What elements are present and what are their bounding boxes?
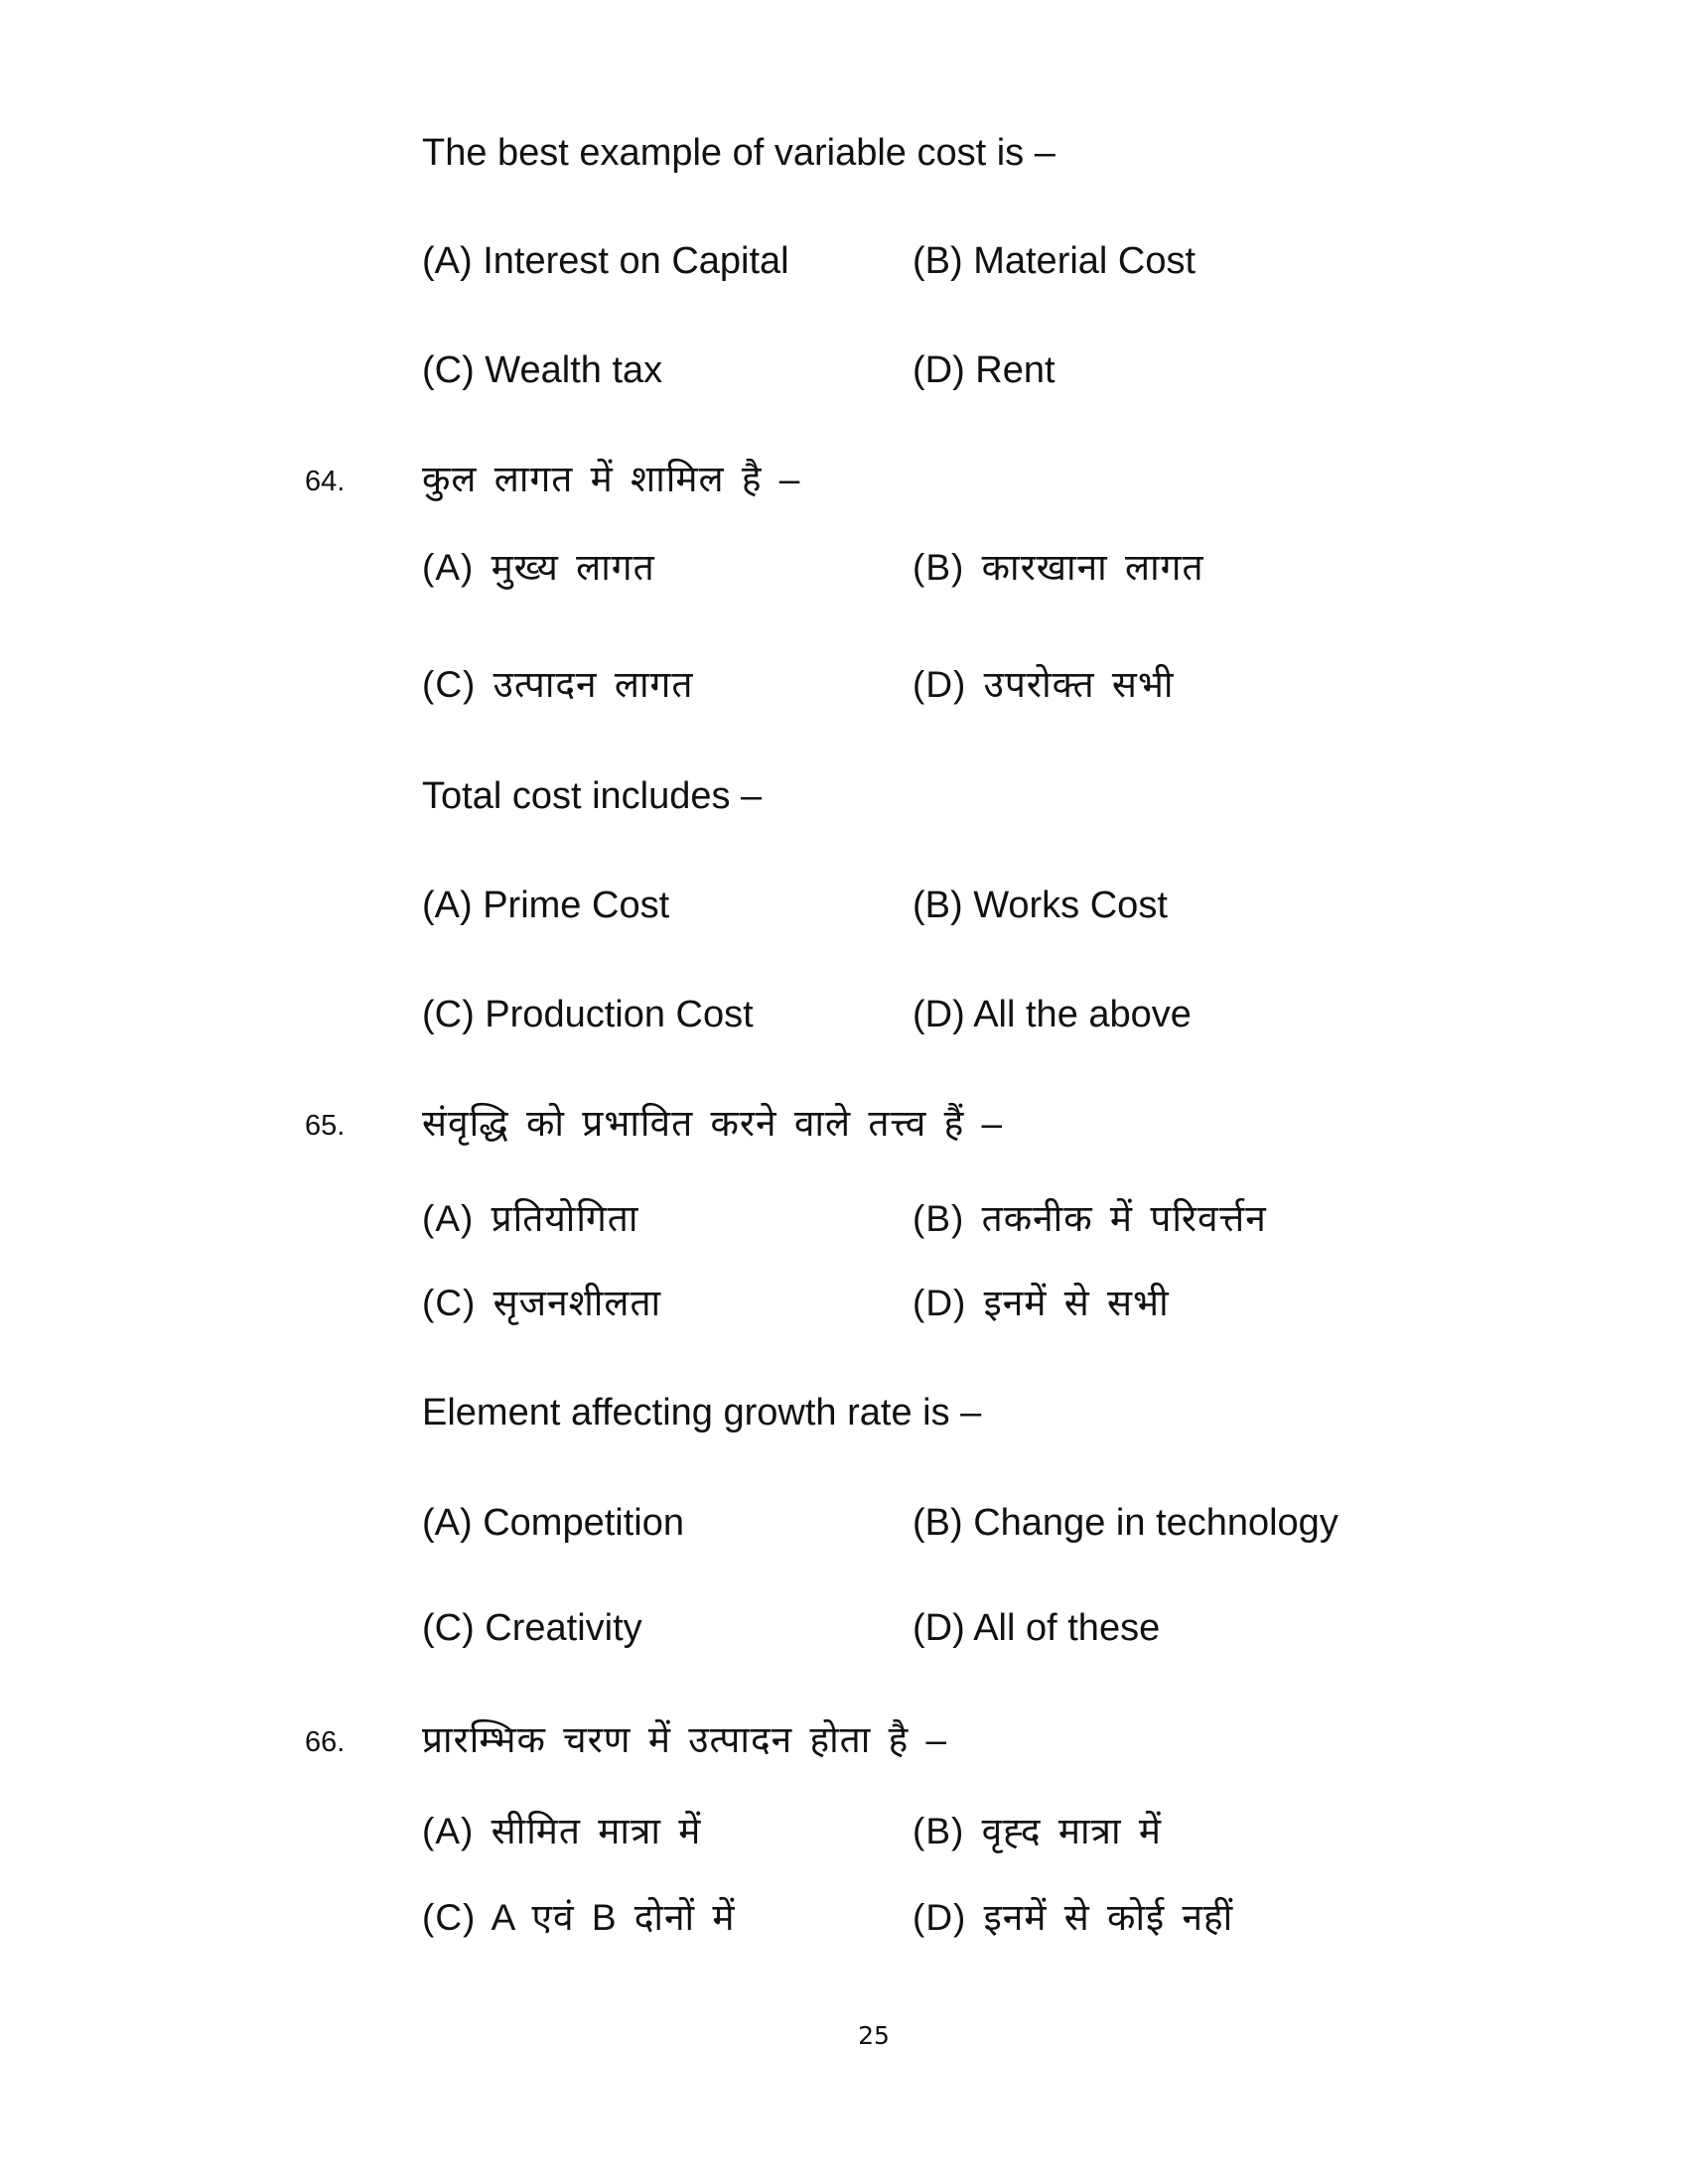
option-a-hindi: (A) सीमित मात्रा में [422,1811,702,1851]
question-number: 66. [305,1726,346,1758]
option-b-hindi: (B) तकनीक में परिवर्त्तन [913,1198,1267,1239]
page-number: 25 [858,2021,890,2050]
option-c: (C) Production Cost [422,994,754,1035]
question-stem-hindi: प्रारम्भिक चरण में उत्पादन होता है – [422,1719,948,1760]
question-stem-hindi: कुल लागत में शामिल है – [422,459,801,499]
option-a: (A) Prime Cost [422,885,670,926]
option-d-hindi: (D) इनमें से कोई नहीं [913,1897,1234,1938]
option-a: (A) Competition [422,1502,684,1544]
option-b: (B) Works Cost [913,885,1168,926]
option-d: (D) Rent [913,349,1055,391]
option-c: (C) Creativity [422,1607,642,1649]
option-d-hindi: (D) उपरोक्त सभी [913,664,1175,705]
option-d: (D) All the above [913,994,1192,1035]
option-d: (D) All of these [913,1607,1161,1649]
option-b: (B) Change in technology [913,1502,1338,1544]
option-c-hindi: (C) A एवं B दोनों में [422,1897,736,1938]
option-c-hindi: (C) सृजनशीलता [422,1283,662,1323]
option-c-hindi: (C) उत्पादन लागत [422,664,694,705]
option-a-hindi: (A) प्रतियोगिता [422,1198,639,1239]
option-a: (A) Interest on Capital [422,240,789,282]
question-stem-english: Element affecting growth rate is – [422,1392,982,1433]
question-stem-hindi: संवृद्धि को प्रभावित करने वाले तत्त्व हैं – [422,1103,1004,1144]
option-b: (B) Material Cost [913,240,1196,282]
option-c: (C) Wealth tax [422,349,663,391]
option-b-hindi: (B) कारखाना लागत [913,547,1204,588]
question-number: 65. [305,1110,346,1142]
option-b-hindi: (B) वृह्द मात्रा में [913,1811,1162,1851]
option-d-hindi: (D) इनमें से सभी [913,1283,1170,1323]
question-stem-english: Total cost includes – [422,775,763,817]
question-number: 64. [305,466,346,497]
option-a-hindi: (A) मुख्य लागत [422,547,655,588]
question-stem: The best example of variable cost is – [422,132,1055,174]
